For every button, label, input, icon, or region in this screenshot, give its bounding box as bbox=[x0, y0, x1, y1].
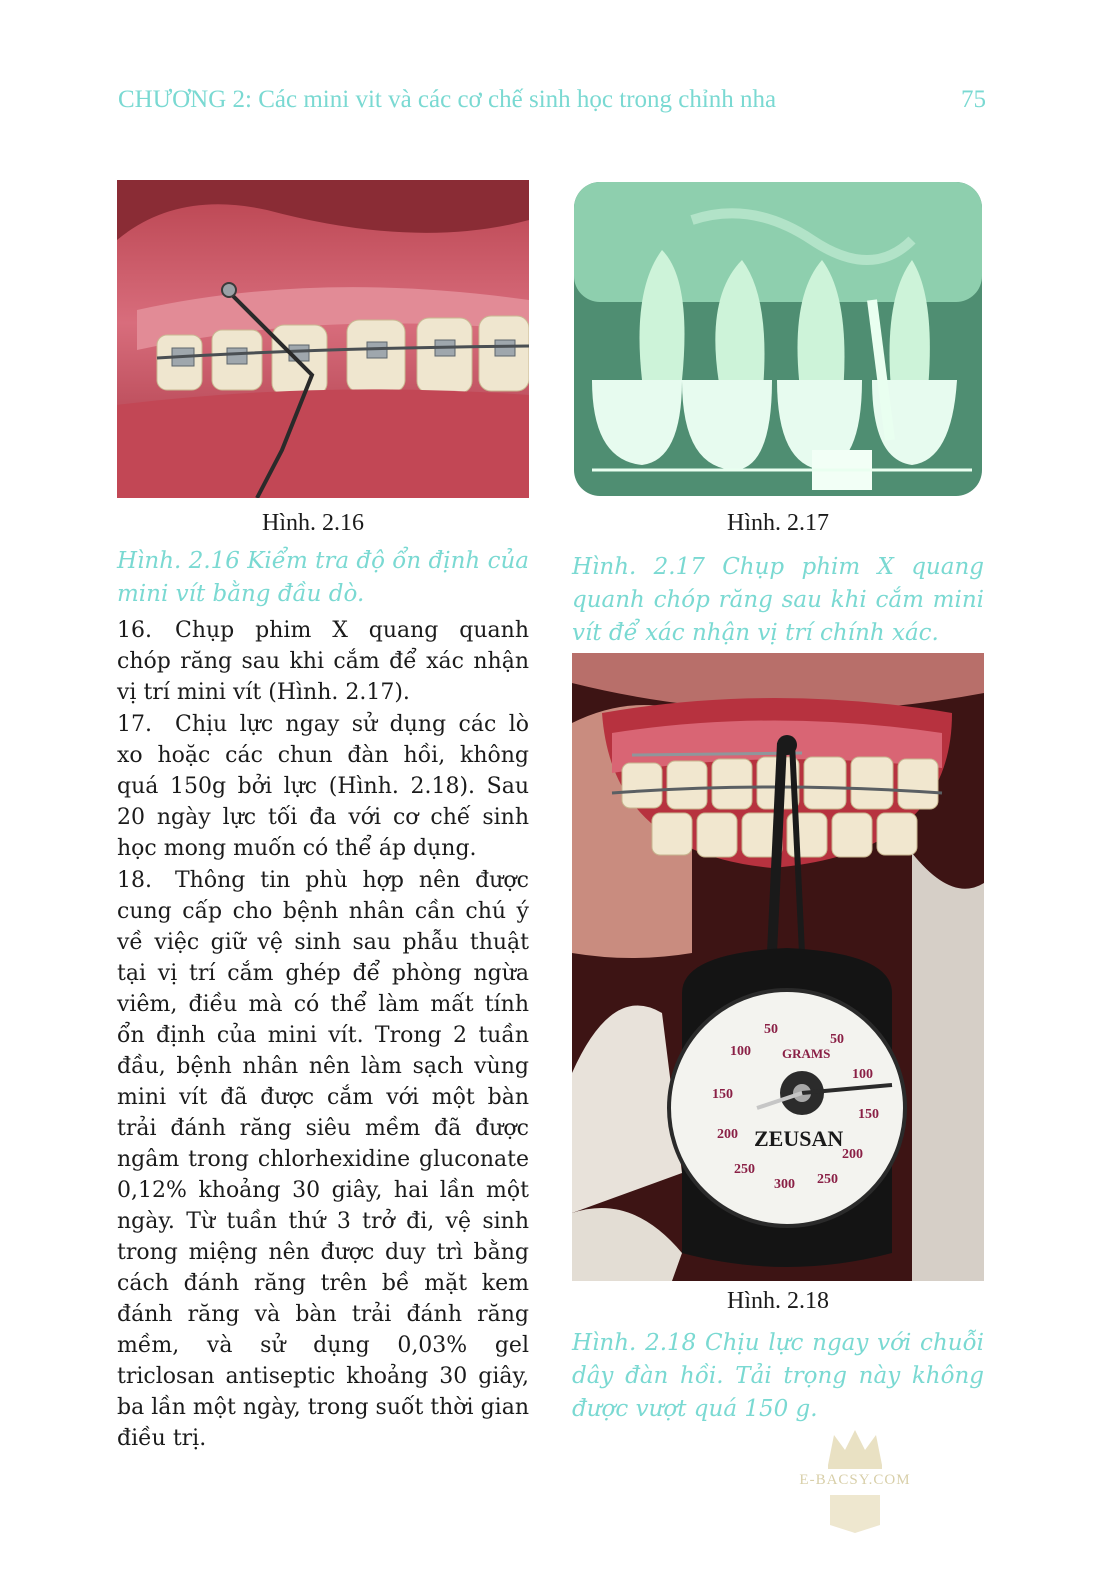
chapter-title: CHƯƠNG 2: Các mini vit và các cơ chế sinh học trong chỉnh nha bbox=[118, 86, 777, 113]
gauge-unit: GRAMS bbox=[782, 1046, 831, 1061]
figure-2-18-label: Hình. 2.18 bbox=[727, 1288, 829, 1314]
running-header bbox=[118, 86, 986, 120]
gauge-brand: ZEUSAN bbox=[754, 1126, 844, 1151]
paragraph-number: 17. bbox=[117, 712, 152, 737]
gauge-left-50: 50 bbox=[764, 1022, 778, 1037]
figure-2-16-caption: Hình. 2.16 Kiểm tra độ ổn định của mini vít bằng đầu dò. bbox=[117, 548, 529, 607]
gauge-left-100: 100 bbox=[730, 1044, 751, 1059]
page-number: 75 bbox=[961, 86, 986, 113]
figure-2-18-photo bbox=[572, 653, 984, 1281]
gauge-left-300: 300 bbox=[774, 1177, 795, 1192]
paragraph-text: Thông tin phù hợp nên được cung cấp cho bệnh nhân cần chú ý về việc giữ vệ sinh sau phẫu thuật tại vị trí cắm ghép để phòng ngừa viêm, điều mà có thể làm mất tính ổn định của mini vít. Trong 2 tuần đầu, bệnh nhân nên làm sạch vùng mini vít đã được cắm với một bàn trải đánh răng siêu mềm đã được ngâm trong chlorhexidine gluconate 0,12% khoảng 30 giây, hai lần một ngày. Từ tuần thứ 3 trở đi, vệ sinh trong miệng nên được duy trì bằng cách đánh răng trên bề mặt kem đánh răng và bàn trải đánh răng mềm, và sử dụng 0,03% gel triclosan antiseptic khoảng 30 giây, ba lần một ngày, trong suốt thời gian điều trị. bbox=[117, 868, 529, 1451]
gauge-right-250: 250 bbox=[817, 1172, 838, 1187]
paragraph-number: 18. bbox=[117, 868, 152, 893]
gauge-left-200: 200 bbox=[717, 1127, 738, 1142]
watermark-logo bbox=[790, 1425, 920, 1535]
figure-2-16-label: Hình. 2.16 bbox=[262, 510, 364, 536]
gauge-right-200: 200 bbox=[842, 1147, 863, 1162]
paragraph-text: Chịu lực ngay sử dụng các lò xo hoặc các chun đàn hồi, không quá 150g bởi lực (Hình. 2.18). Sau 20 ngày lực tối đa với cơ chế sinh học mong muốn có thể áp dụng. bbox=[117, 712, 529, 861]
paragraph-number: 16. bbox=[117, 618, 152, 643]
gauge-right-50: 50 bbox=[830, 1032, 844, 1047]
figure-2-17-caption: Hình. 2.17 Chụp phim X quang quanh chóp răng sau khi cắm mini vít để xác nhận vị trí chính xác. bbox=[572, 554, 984, 646]
paragraph-18 bbox=[117, 865, 529, 1454]
gauge-right-150: 150 bbox=[858, 1107, 879, 1122]
paragraph-16 bbox=[117, 615, 529, 708]
figure-2-16-photo bbox=[117, 180, 529, 498]
figure-2-17-label: Hình. 2.17 bbox=[727, 510, 829, 536]
paragraph-17 bbox=[117, 709, 529, 864]
gauge-right-100: 100 bbox=[852, 1067, 873, 1082]
gauge-left-150: 150 bbox=[712, 1087, 733, 1102]
body-text bbox=[117, 615, 529, 1455]
figure-2-18-caption: Hình. 2.18 Chịu lực ngay với chuỗi dây đàn hồi. Tải trọng này không được vượt quá 150 g. bbox=[572, 1330, 984, 1422]
watermark-brand: E-BACSY.COM bbox=[799, 1472, 911, 1488]
paragraph-text: Chụp phim X quang quanh chóp răng sau khi cắm để xác nhận vị trí mini vít (Hình. 2.17). bbox=[117, 618, 529, 705]
figure-2-17-xray bbox=[572, 180, 984, 498]
gauge-left-250: 250 bbox=[734, 1162, 755, 1177]
